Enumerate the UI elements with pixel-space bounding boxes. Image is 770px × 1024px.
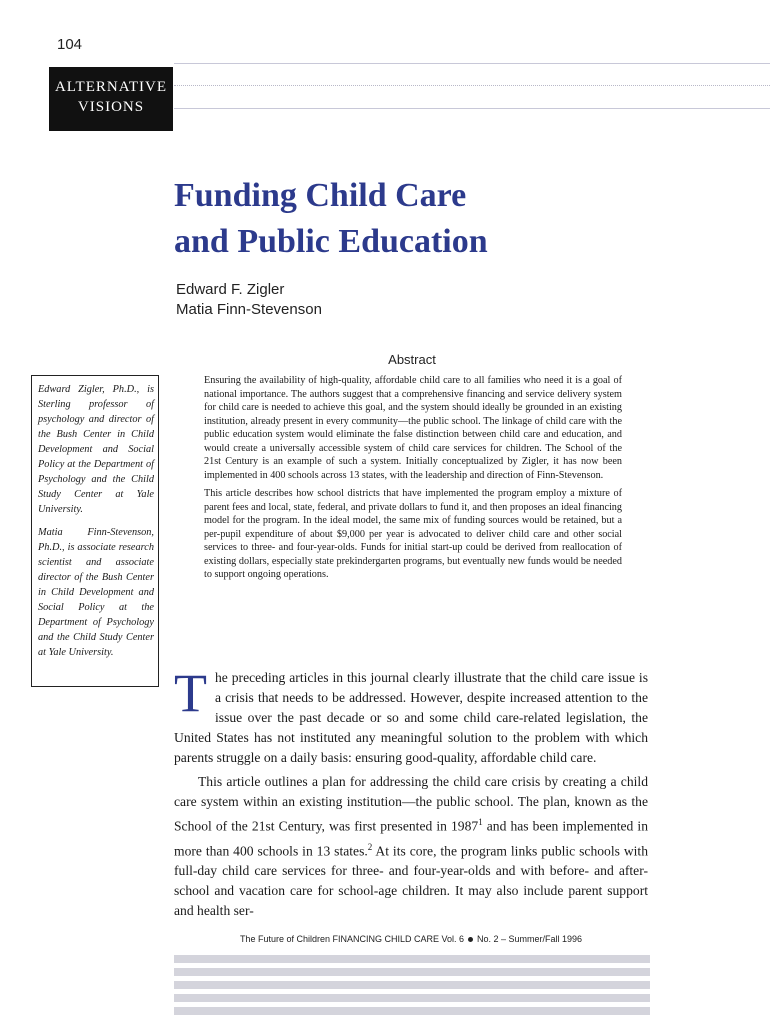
article-title: [174, 173, 734, 265]
footnote-ref[interactable]: 1: [478, 817, 483, 827]
footer-stripe: [174, 994, 650, 1002]
title-line1: Funding Child Care: [174, 177, 467, 214]
title-line2: and Public Education: [174, 223, 488, 260]
header-rule: [174, 63, 770, 64]
abstract-heading: Abstract: [388, 352, 436, 367]
abstract-paragraph: This article describes how school districts that have implemented the program employ a mixture of parent fees and local, state, federal, and private dollars to fund it, and then proposes an ideal financing model for the program. In the ideal model, the same mix of funding sources would be retained, but a per-pupil expenditure of about $9,000 per year is advocated to deliver child care and other social services to three- and four-year-olds. Funds for initial start-up could be derived from reallocation of existing dollars, especially state prekindergarten programs, but eventually new funds would be needed to support ongoing operations.: [204, 488, 622, 580]
abstract-text: [204, 374, 622, 587]
author-name: Edward F. Zigler: [176, 281, 285, 298]
body-text-segment: and has been implemented in more than 400 schools in 13 states.: [174, 818, 648, 859]
drop-cap: T: [174, 663, 207, 723]
author-bio-box: [31, 375, 159, 687]
section-label-line2: VISIONS: [77, 99, 145, 115]
author-bio: Matia Finn-Stevenson, Ph.D., is associate research scientist and associate director of the Bush Center in Child Development and Social Policy at the Department of Psychology and the Child Study Center at Yale University.: [38, 527, 154, 658]
footer-stripe: [174, 981, 650, 989]
footer-journal: The Future of Children FINANCING CHILD CARE Vol. 6: [239, 934, 465, 944]
abstract-paragraph: Ensuring the availability of high-quality, affordable child care to all families who need it is a goal of national importance. The authors suggest that a comprehensive financing and service delivery system for child care is needed to achieve this goal, and the system should ideally be grounded in an existing institution, already present in every community—the public school. The linkage of child care with the public education system would eliminate the false distinction between child care and education, and would create a universally accessible system of child care services for children. The School of the 21st Century is an example of such a system. Initially conceptualized by Zigler, it has now been implemented in 400 schools across 13 states, with the leadership and direction of Finn-Stevenson.: [204, 375, 622, 481]
footer-issue: No. 2 – Summer/Fall 1996: [477, 934, 583, 944]
bullet-icon: [468, 937, 473, 942]
body-text-segment: This article outlines a plan for addressing the child care crisis by creating a child care system within an existing institution—the public school. The plan, known as the School of the 21st Century, was first presented in 1987: [174, 774, 648, 834]
body-text-segment: At its core, the program links public schools with full-day child care services for three- and four-year-olds and with before- and after-school and vacation care for school-age children. It may also include parent support and health ser-: [174, 843, 648, 919]
section-label-line1: ALTERNATIVE: [54, 79, 168, 95]
footnote-ref[interactable]: 2: [367, 841, 373, 852]
article-body: [174, 663, 648, 925]
header-rule-lower: [174, 108, 770, 109]
header-dotted-rule: [174, 85, 770, 86]
body-paragraph: [174, 772, 648, 921]
footer-stripe: [174, 1007, 650, 1015]
page-footer: [174, 934, 648, 944]
author-name: Matia Finn-Stevenson: [176, 301, 322, 318]
author-list: [176, 280, 322, 320]
footer-stripe: [174, 955, 650, 963]
section-label: [49, 67, 173, 131]
body-paragraph-text: he preceding articles in this journal clearly illustrate that the child care issue is a crisis that needs to be addressed. However, despite increased attention to the issue over the past decade or so and some child care-related legislation, the United States has not instituted any meaningful solution to the problem with which parents struggle on a daily basis: ensuring good-quality, affordable child care.: [174, 670, 648, 765]
page-number: 104: [57, 36, 83, 53]
author-bio: Edward Zigler, Ph.D., is Sterling professor of psychology and director of the Bush Center in Child Development and Social Policy at the Department of Psychology and the Child Study Center at Yale University.: [38, 384, 154, 515]
footer-stripe: [174, 968, 650, 976]
body-paragraph: [174, 663, 648, 768]
